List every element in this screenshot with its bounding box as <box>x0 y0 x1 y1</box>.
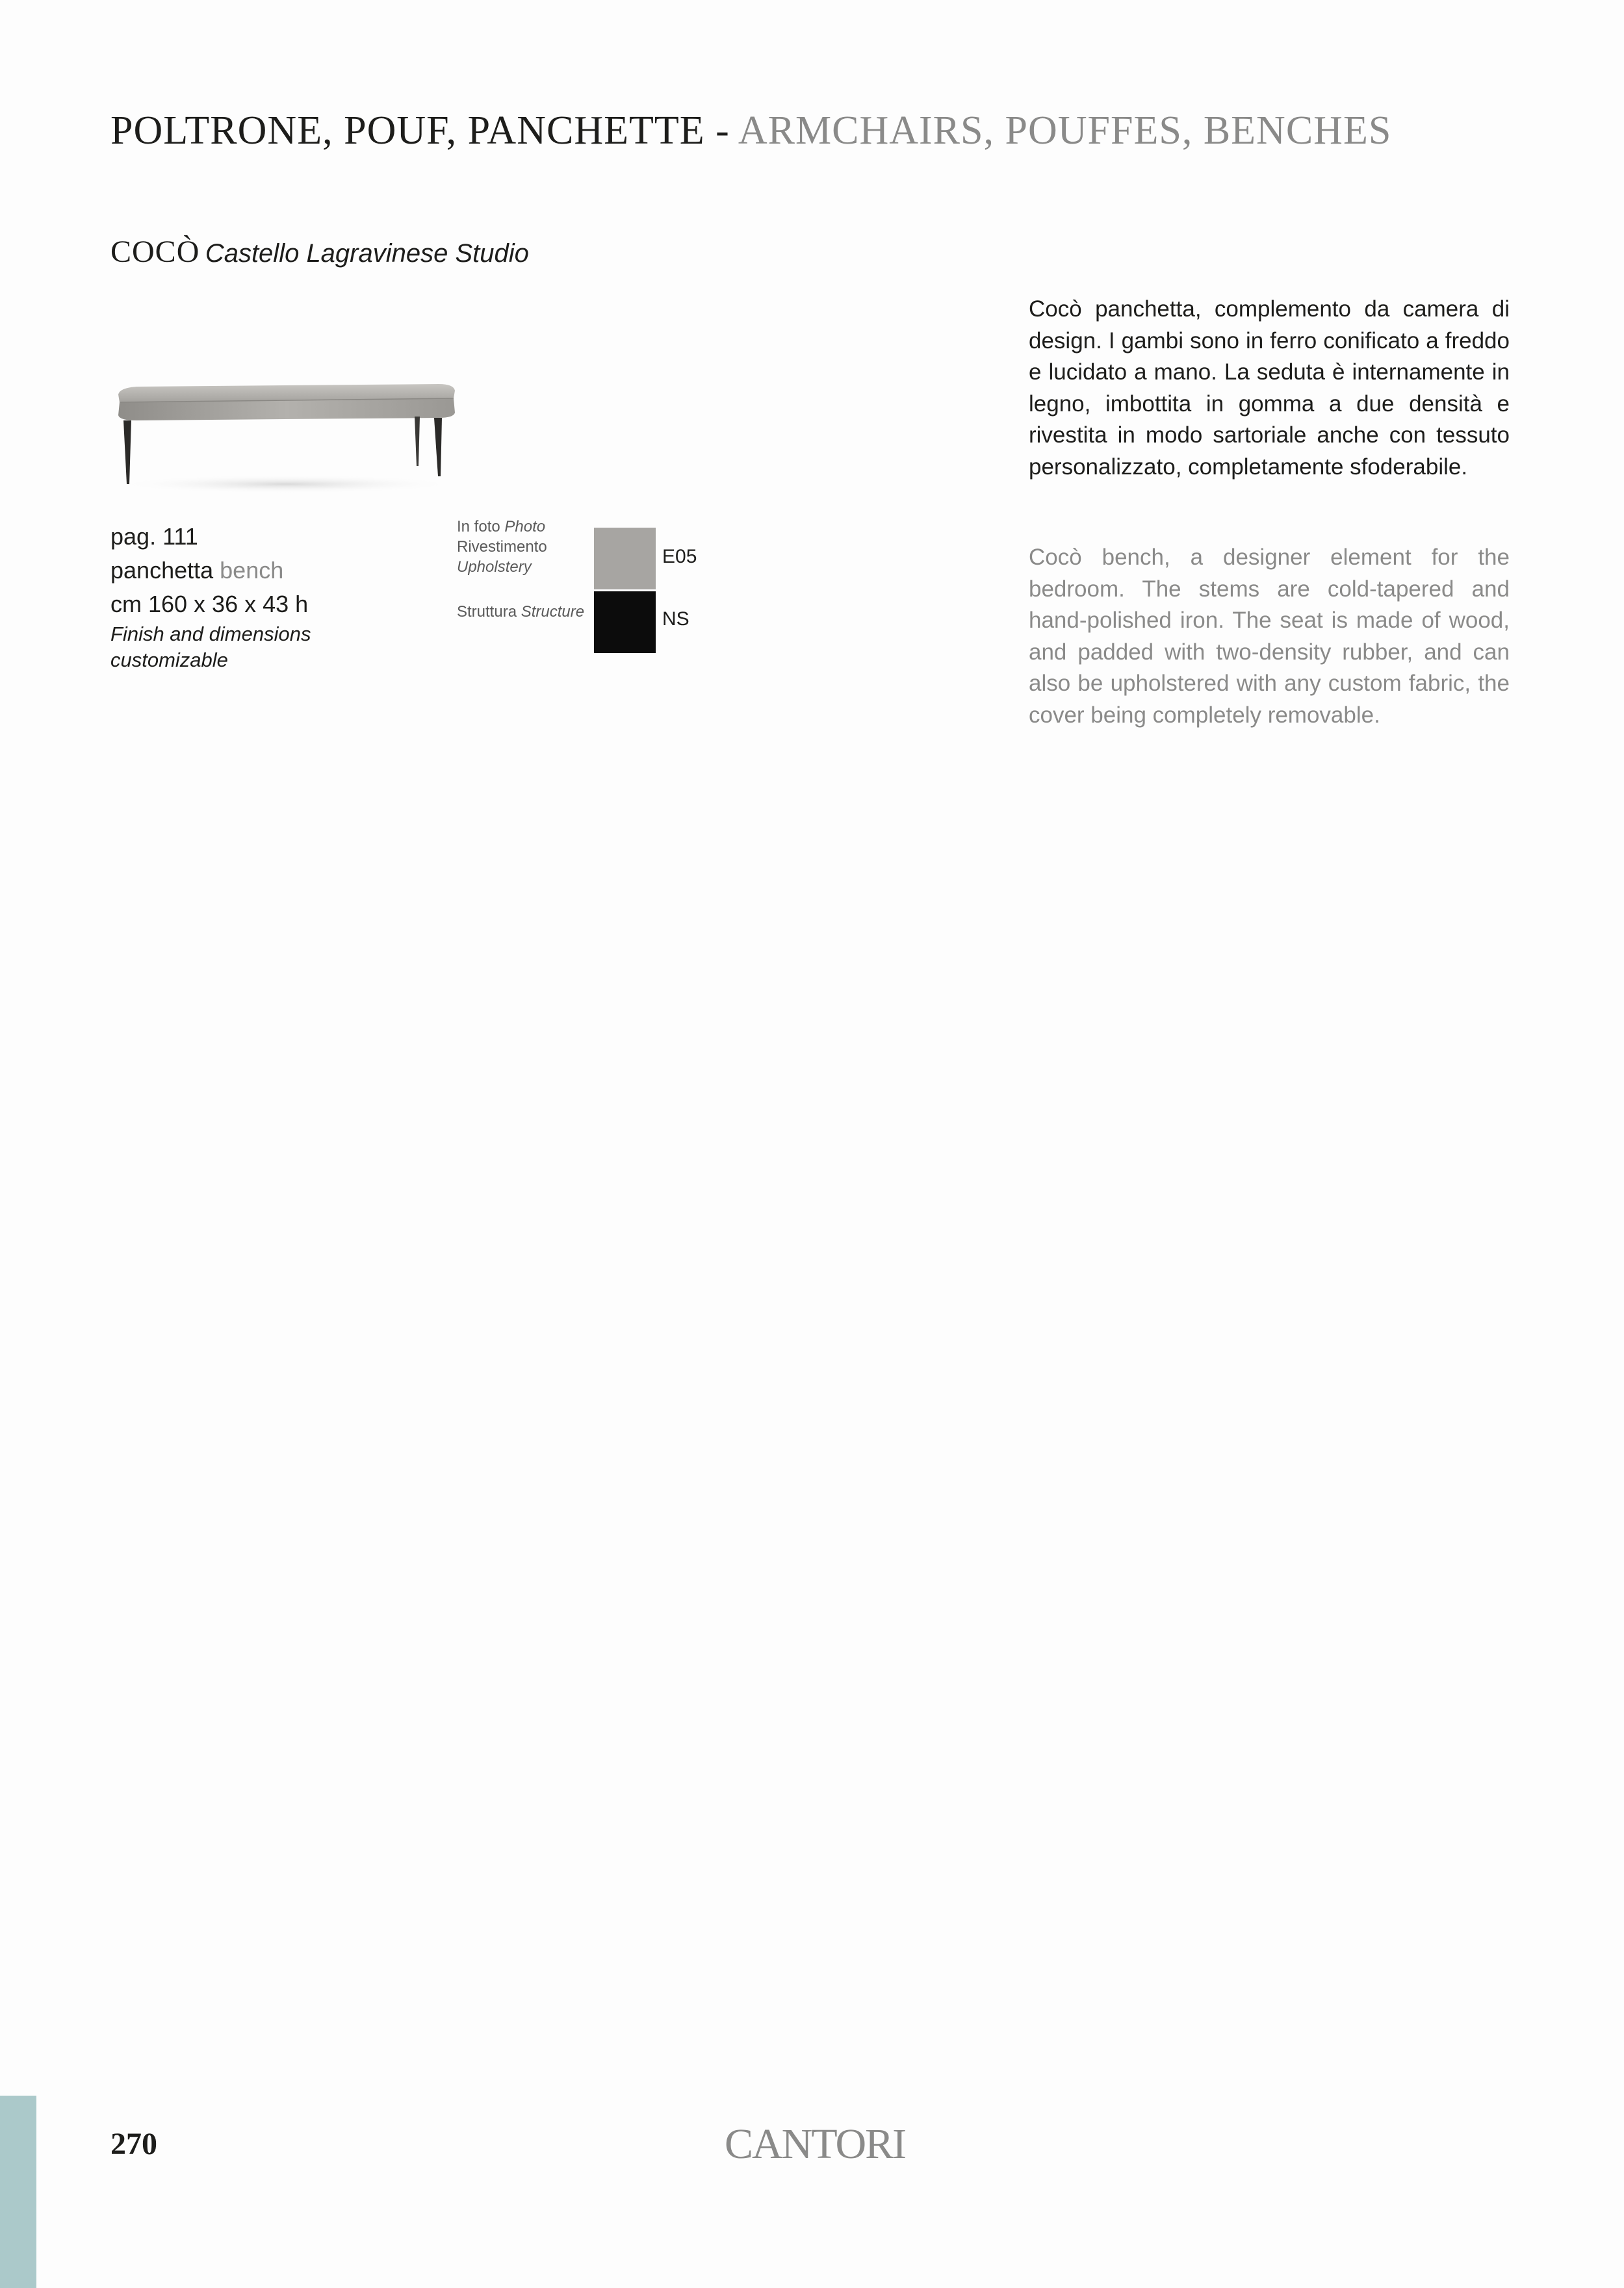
product-type-it: panchetta <box>110 557 214 584</box>
finish-labels-upholstery <box>457 517 547 577</box>
structure-code: NS <box>662 608 690 630</box>
product-info <box>110 520 396 673</box>
upholstery-label-it: Rivestimento <box>457 538 547 556</box>
section-title-en: ARMCHAIRS, POUFFES, BENCHES <box>738 109 1392 153</box>
customization-note-line1: Finish and dimensions <box>110 623 311 645</box>
product-designer: Castello Lagravinese Studio <box>205 239 529 268</box>
structure-swatch <box>594 591 656 653</box>
upholstery-code: E05 <box>662 546 697 567</box>
product-heading <box>110 234 529 270</box>
catalog-page-ref: pag. 111 <box>110 523 198 550</box>
product-type <box>110 554 396 587</box>
product-type-en: bench <box>220 557 284 584</box>
photo-label-it: In foto <box>457 518 500 535</box>
upholstery-label-en: Upholstery <box>457 558 532 576</box>
structure-label-it: Struttura <box>457 603 517 621</box>
finish-labels-structure <box>457 602 584 622</box>
bench-product-image <box>110 380 461 494</box>
page-number: 270 <box>110 2127 157 2161</box>
title-separator: - <box>715 109 730 153</box>
customization-note-line2: customizable <box>110 649 228 671</box>
structure-label-en: Structure <box>521 603 585 621</box>
section-title <box>110 108 1391 154</box>
upholstery-swatch <box>594 528 656 589</box>
accent-side-bar <box>0 2096 36 2288</box>
description-italian: Cocò panchetta, complemento da camera di design. I gambi sono in ferro conificato a freddo e lucidato a mano. La seduta è internamente in legno, imbottita in gomma a due densità e rivestita in modo sartoriale anche con tessuto personalizzato, completamente sfoderabile. <box>1029 296 1510 480</box>
photo-label-en: Photo <box>504 518 546 535</box>
product-name: COCÒ <box>110 235 200 269</box>
brand-logo: CANTORI <box>725 2120 906 2168</box>
section-title-it: POLTRONE, POUF, PANCHETTE <box>110 109 705 153</box>
product-dimensions: cm 160 x 36 x 43 h <box>110 591 309 617</box>
description-english: Cocò bench, a designer element for the bedroom. The stems are cold-tapered and hand-polished iron. The seat is made of wood, and padded with two-density rubber, and can also be upholstered with any custom fabric, the cover being completely removable. <box>1029 545 1510 728</box>
